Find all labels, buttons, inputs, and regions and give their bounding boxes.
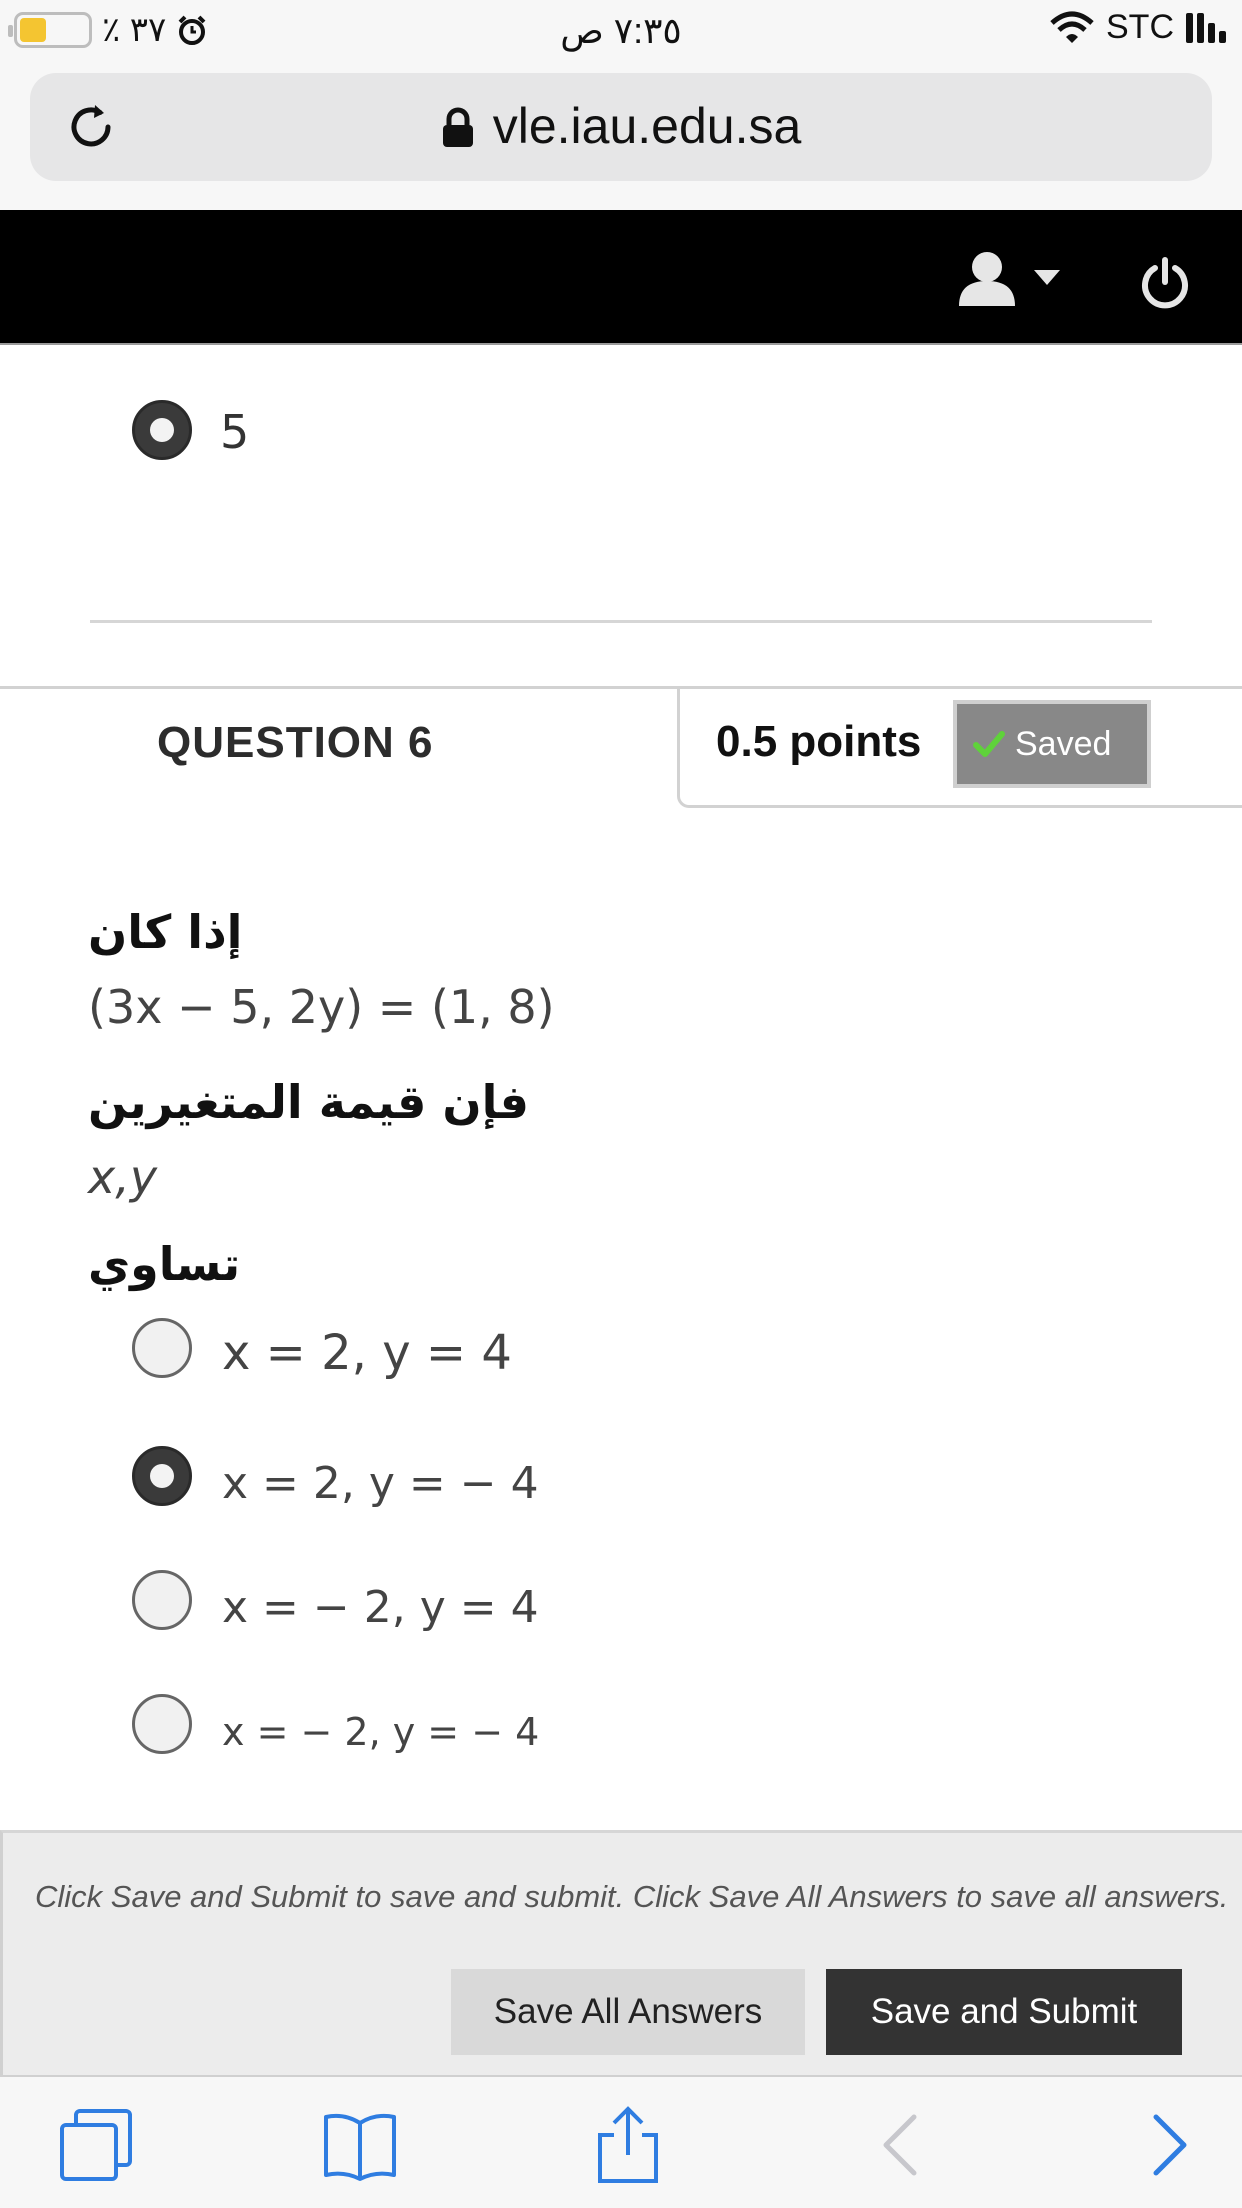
option-label-4[interactable]: x = − 2, y = − 4 (222, 1710, 540, 1754)
address-bar[interactable] (30, 73, 1212, 181)
prev-option-radio[interactable] (132, 400, 192, 460)
option-radio-1[interactable] (132, 1318, 192, 1378)
saved-label: Saved (1015, 724, 1112, 763)
question-stem-intro: إذا كان (88, 905, 243, 959)
question-points: 0.5 points (716, 717, 922, 766)
chevron-down-icon (1034, 270, 1060, 286)
carrier-name: STC (1106, 8, 1174, 46)
question-stem-equation: (3x − 5, 2y) = (1, 8) (88, 980, 555, 1034)
tabs-icon[interactable] (56, 2105, 136, 2185)
status-bar (0, 0, 1242, 60)
forward-icon[interactable] (1128, 2105, 1208, 2185)
submit-help-text: Click Save and Submit to save and submit. Click Save All Answers to save all answers. (35, 1879, 1229, 1914)
question-divider (90, 620, 1152, 623)
bookmarks-icon[interactable] (320, 2105, 400, 2185)
option-radio-4[interactable] (132, 1694, 192, 1754)
option-label-2[interactable]: x = 2, y = − 4 (222, 1458, 539, 1509)
saved-status-badge (953, 700, 1151, 788)
question-stem-variables: x,y (88, 1150, 158, 1204)
wifi-icon (1050, 11, 1094, 45)
option-radio-3[interactable] (132, 1570, 192, 1630)
question-points-box (677, 686, 1242, 808)
browser-toolbar (0, 2075, 1242, 2208)
user-menu[interactable] (956, 250, 1060, 306)
option-label-3[interactable]: x = − 2, y = 4 (222, 1582, 539, 1633)
browser-address-area (0, 60, 1242, 210)
app-header-bar (0, 210, 1242, 343)
save-all-answers-button[interactable]: Save All Answers (451, 1969, 805, 2055)
question-header-line (0, 686, 680, 689)
option-radio-2[interactable] (132, 1446, 192, 1506)
check-icon (973, 730, 1005, 758)
question-stem-end: تساوي (88, 1237, 241, 1291)
lock-icon (441, 107, 475, 149)
power-icon[interactable] (1138, 256, 1192, 310)
save-and-submit-button[interactable]: Save and Submit (826, 1969, 1182, 2055)
back-icon[interactable] (862, 2105, 942, 2185)
battery-percent: ٪ ٣٧ (102, 11, 167, 49)
url-display[interactable] (30, 97, 1212, 155)
option-label-1[interactable]: x = 2, y = 4 (222, 1325, 512, 1381)
header-divider (0, 343, 1242, 345)
url-text: vle.iau.edu.sa (492, 98, 802, 154)
user-avatar-icon (956, 250, 1018, 306)
share-icon[interactable] (588, 2105, 668, 2185)
signal-icon (1186, 13, 1226, 43)
prev-option-label: 5 (220, 405, 250, 459)
question-title: QUESTION 6 (157, 718, 434, 767)
status-right (1050, 8, 1226, 47)
submit-panel (0, 1830, 1242, 2075)
question-stem-middle: فإن قيمة المتغيرين (88, 1075, 529, 1129)
status-time: ٧:٣٥ ص (560, 10, 682, 51)
